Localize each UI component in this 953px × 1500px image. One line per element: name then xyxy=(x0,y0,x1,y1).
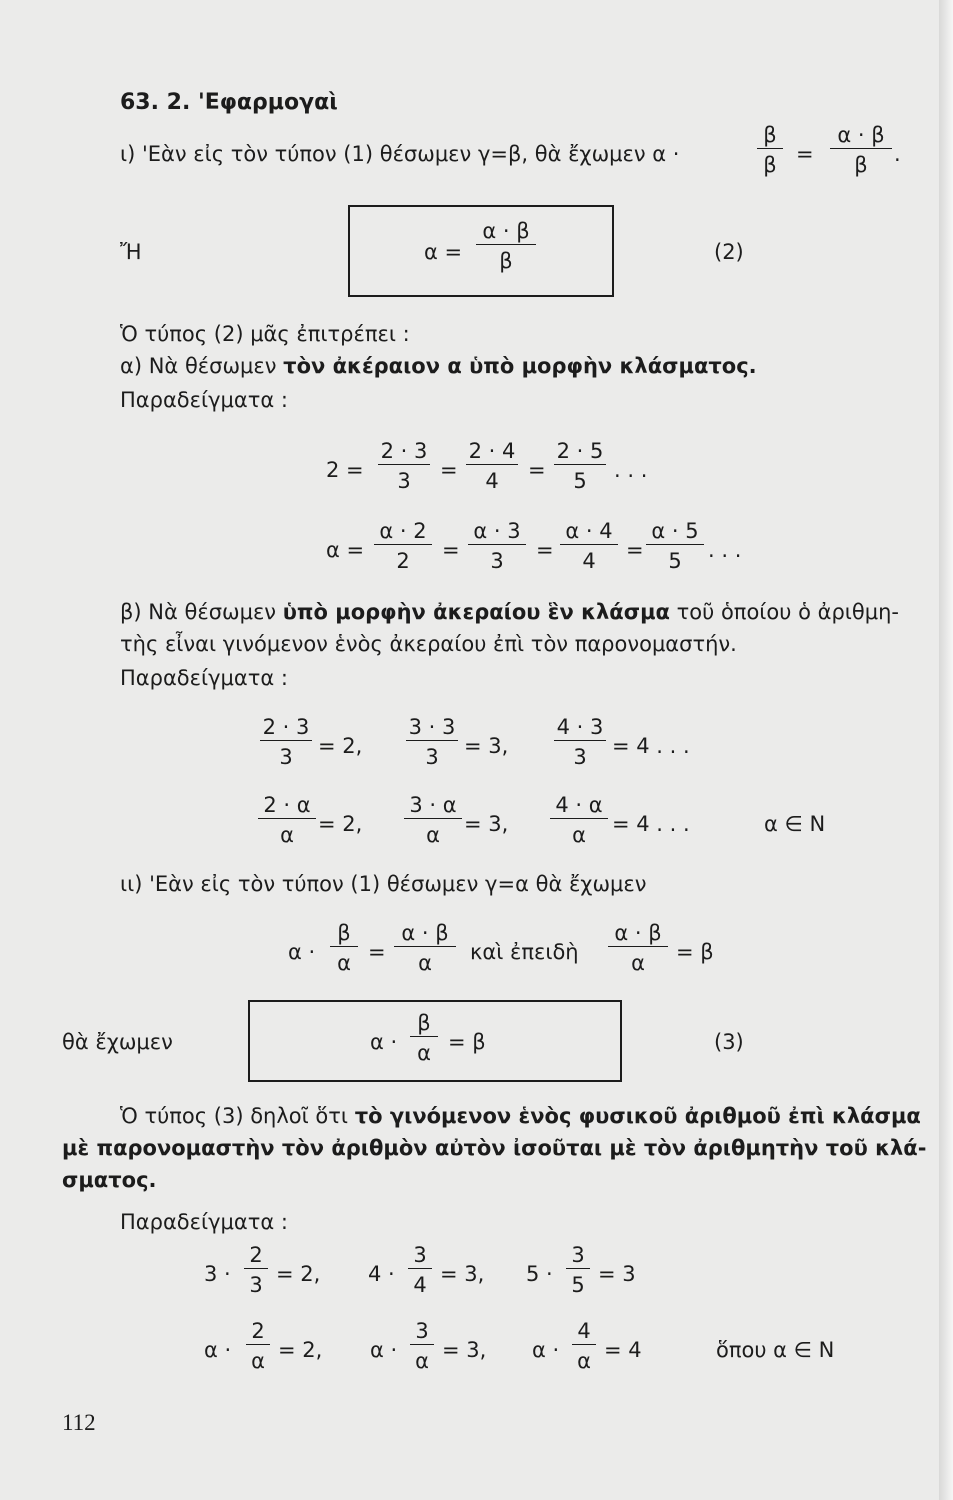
ex3-row1-mult-3: 5 · xyxy=(526,1262,553,1286)
statement-line3: σματος. xyxy=(62,1168,157,1192)
ex3-row2-result-2: = 3, xyxy=(442,1338,487,1362)
ex2-row2-frac-2 xyxy=(404,792,462,848)
ex1-row1-frac-1 xyxy=(378,438,430,494)
ex3-row1-mult-1: 3 · xyxy=(204,1262,231,1286)
ex3-row1-mult-2: 4 · xyxy=(368,1262,395,1286)
ex3-row2-mult-2: α · xyxy=(370,1338,398,1362)
page-edge-shadow xyxy=(939,0,953,1500)
formula-3-lhs: α · xyxy=(370,1030,398,1054)
frac-numerator: 4 · 3 xyxy=(556,715,604,739)
ex3-row1-frac-1 xyxy=(244,1242,268,1298)
ex3-row1-result-1: = 2, xyxy=(276,1262,321,1286)
ex1-row1-lhs: 2 = xyxy=(326,458,364,482)
equals: = xyxy=(626,538,644,562)
page-number: 112 xyxy=(62,1410,96,1435)
frac-denominator: 4 xyxy=(408,1268,432,1298)
ex2-row2-result-3: = 4 . . . xyxy=(612,812,690,836)
ex3-row1-result-3: = 3 xyxy=(598,1262,636,1286)
ex2-row2-result-1: = 2, xyxy=(318,812,363,836)
ex1-row2-frac-1 xyxy=(374,518,432,574)
frac-denominator: 5 xyxy=(554,464,606,494)
frac-denominator: 3 xyxy=(244,1268,268,1298)
ex3-row2-where: ὅπου α ∈ N xyxy=(716,1338,835,1362)
frac-denominator: α xyxy=(550,818,608,848)
frac-denominator: α xyxy=(608,946,668,976)
examples-label-1: Παραδείγματα : xyxy=(120,388,288,412)
frac-denominator: 3 xyxy=(260,740,312,770)
formula-3-rhs: = β xyxy=(448,1030,486,1054)
frac-denominator: 3 xyxy=(406,740,458,770)
frac-numerator: α · 3 xyxy=(473,519,521,543)
case2-and-since: καὶ ἐπειδὴ xyxy=(470,940,579,964)
case2-we-have: θὰ ἔχωμεν xyxy=(62,1030,173,1054)
statement-line2: μὲ παρονομαστὴν τὸν ἀριθμὸν αὐτὸν ἰσοῦται μὲ τὸν ἀριθμητὴν τοῦ κλά- xyxy=(62,1136,927,1160)
ex3-row2-mult-3: α · xyxy=(532,1338,560,1362)
frac-numerator: α · β xyxy=(401,921,449,945)
case2-intro: ιι) 'Εὰν εἰς τὸν τύπον (1) θέσωμεν γ=α θὰ ἔχωμεν xyxy=(120,872,647,896)
frac-denominator: 5 xyxy=(646,544,704,574)
examples-label-3: Παραδείγματα : xyxy=(120,1210,288,1234)
frac-numerator: α · 5 xyxy=(651,519,699,543)
frac-numerator: 2 xyxy=(249,1243,263,1267)
case2-equals: = xyxy=(368,940,386,964)
ex2-row2-frac-1 xyxy=(258,792,316,848)
frac-denominator: β xyxy=(830,148,892,178)
ex3-row2-result-1: = 2, xyxy=(278,1338,323,1362)
case-b-line1 xyxy=(120,600,899,624)
frac-denominator: 3 xyxy=(554,740,606,770)
frac-numerator: 3 xyxy=(413,1243,427,1267)
frac-denominator: α xyxy=(246,1344,270,1374)
frac-numerator: 2 · 4 xyxy=(468,439,516,463)
ex3-row2-frac-3 xyxy=(572,1318,596,1374)
ex2-row1-frac-2 xyxy=(406,714,458,770)
frac-denominator: α xyxy=(394,946,456,976)
ex1-row2-ellipsis: . . . xyxy=(708,538,742,562)
frac-denominator: α xyxy=(410,1036,438,1066)
frac-numerator: 4 · α xyxy=(555,793,603,817)
ex1-row2-frac-3 xyxy=(560,518,618,574)
frac-denominator: α xyxy=(410,1344,434,1374)
frac-denominator: α xyxy=(572,1344,596,1374)
formula-2-label: (2) xyxy=(714,240,744,264)
frac-denominator: β xyxy=(757,148,783,178)
case-a-prefix: α) Νὰ θέσωμεν xyxy=(120,354,277,378)
formula-3-frac xyxy=(410,1010,438,1066)
frac-numerator: α · 4 xyxy=(565,519,613,543)
case-b-bold: ὑπὸ μορφὴν ἀκεραίου ἓν κλάσμα xyxy=(282,600,670,624)
frac-denominator: β xyxy=(476,244,536,274)
formula-2-lhs: α = xyxy=(424,240,463,264)
equals: = xyxy=(536,538,554,562)
frac-numerator: 3 xyxy=(571,1243,585,1267)
frac-numerator: 3 · α xyxy=(409,793,457,817)
section-title: 63. 2. 'Εφαρμογαὶ xyxy=(120,90,338,115)
ex2-row2-frac-3 xyxy=(550,792,608,848)
case1-period: . xyxy=(894,142,901,166)
case1-intro: ι) 'Εὰν εἰς τὸν τύπον (1) θέσωμεν γ=β, θὰ ἔχωμεν α · xyxy=(120,142,680,166)
frac-numerator: 3 · 3 xyxy=(408,715,456,739)
case2-frac-3 xyxy=(608,920,668,976)
frac-numerator: 2 · 5 xyxy=(556,439,604,463)
frac-denominator: 2 xyxy=(374,544,432,574)
frac-denominator: 3 xyxy=(468,544,526,574)
case-a-line xyxy=(120,354,757,378)
ex1-row1-frac-3 xyxy=(554,438,606,494)
frac-numerator: 2 xyxy=(251,1319,265,1343)
ex1-row1-ellipsis: . . . xyxy=(614,458,648,482)
formula-2-frac xyxy=(476,218,536,274)
frac-numerator: β xyxy=(337,921,351,945)
or-label: Ἤ xyxy=(120,240,142,264)
ex3-row2-frac-1 xyxy=(246,1318,270,1374)
case-b-prefix: β) Νὰ θέσωμεν xyxy=(120,600,277,624)
frac-numerator: β xyxy=(417,1011,431,1035)
equals: = xyxy=(442,538,460,562)
ex3-row1-frac-3 xyxy=(566,1242,590,1298)
case2-frac-1 xyxy=(330,920,358,976)
statement-prefix: Ὁ τύπος (3) δηλοῖ ὅτι xyxy=(120,1104,349,1128)
frac-numerator: α · β xyxy=(837,123,885,147)
ex2-row2-domain: α ∈ N xyxy=(764,812,826,836)
ex1-row2-frac-2 xyxy=(468,518,526,574)
frac-denominator: 4 xyxy=(466,464,518,494)
case1-equals: = xyxy=(796,142,814,166)
ex1-row1-frac-2 xyxy=(466,438,518,494)
ex3-row2-mult-1: α · xyxy=(204,1338,232,1362)
case1-frac-ab xyxy=(830,122,892,178)
formula-2-allows: Ὁ τύπος (2) μᾶς ἐπιτρέπει : xyxy=(120,322,410,346)
ex3-row1-frac-2 xyxy=(408,1242,432,1298)
ex3-row1-result-2: = 3, xyxy=(440,1262,485,1286)
case-b-line2: τὴς εἶναι γινόμενον ἑνὸς ἀκεραίου ἐπὶ τὸν παρονομαστήν. xyxy=(120,632,737,656)
case1-frac-beta xyxy=(757,122,783,178)
statement-bold1: τὸ γινόμενον ἑνὸς φυσικοῦ ἀριθμοῦ ἐπὶ κλάσμα xyxy=(354,1104,921,1128)
frac-denominator: 4 xyxy=(560,544,618,574)
equals: = xyxy=(440,458,458,482)
frac-numerator: 4 xyxy=(577,1319,591,1343)
frac-numerator: 2 · 3 xyxy=(380,439,428,463)
frac-denominator: α xyxy=(404,818,462,848)
examples-label-2: Παραδείγματα : xyxy=(120,666,288,690)
frac-numerator: α · β xyxy=(482,219,530,243)
ex2-row1-result-3: = 4 . . . xyxy=(612,734,690,758)
frac-numerator: β xyxy=(763,123,777,147)
equals: = xyxy=(528,458,546,482)
ex2-row1-frac-3 xyxy=(554,714,606,770)
frac-denominator: 5 xyxy=(566,1268,590,1298)
formula-3-label: (3) xyxy=(714,1030,744,1054)
ex3-row2-frac-2 xyxy=(410,1318,434,1374)
frac-numerator: 3 xyxy=(415,1319,429,1343)
case2-alpha-dot: α · xyxy=(288,940,316,964)
frac-denominator: α xyxy=(330,946,358,976)
frac-numerator: 2 · 3 xyxy=(262,715,310,739)
ex2-row1-frac-1 xyxy=(260,714,312,770)
frac-numerator: α · β xyxy=(614,921,662,945)
ex2-row2-result-2: = 3, xyxy=(464,812,509,836)
ex3-row2-result-3: = 4 xyxy=(604,1338,642,1362)
frac-numerator: α · 2 xyxy=(379,519,427,543)
frac-denominator: α xyxy=(258,818,316,848)
ex1-row2-lhs: α = xyxy=(326,538,365,562)
frac-numerator: 2 · α xyxy=(263,793,311,817)
frac-denominator: 3 xyxy=(378,464,430,494)
case-b-suffix: τοῦ ὁποίου ὁ ἀριθμη- xyxy=(676,600,899,624)
statement-line1 xyxy=(120,1104,921,1128)
ex1-row2-frac-4 xyxy=(646,518,704,574)
ex2-row1-result-1: = 2, xyxy=(318,734,363,758)
case2-eq-beta: = β xyxy=(676,940,714,964)
case2-frac-2 xyxy=(394,920,456,976)
case-a-bold: τὸν ἀκέραιον α ὑπὸ μορφὴν κλάσματος. xyxy=(283,354,757,378)
ex2-row1-result-2: = 3, xyxy=(464,734,509,758)
